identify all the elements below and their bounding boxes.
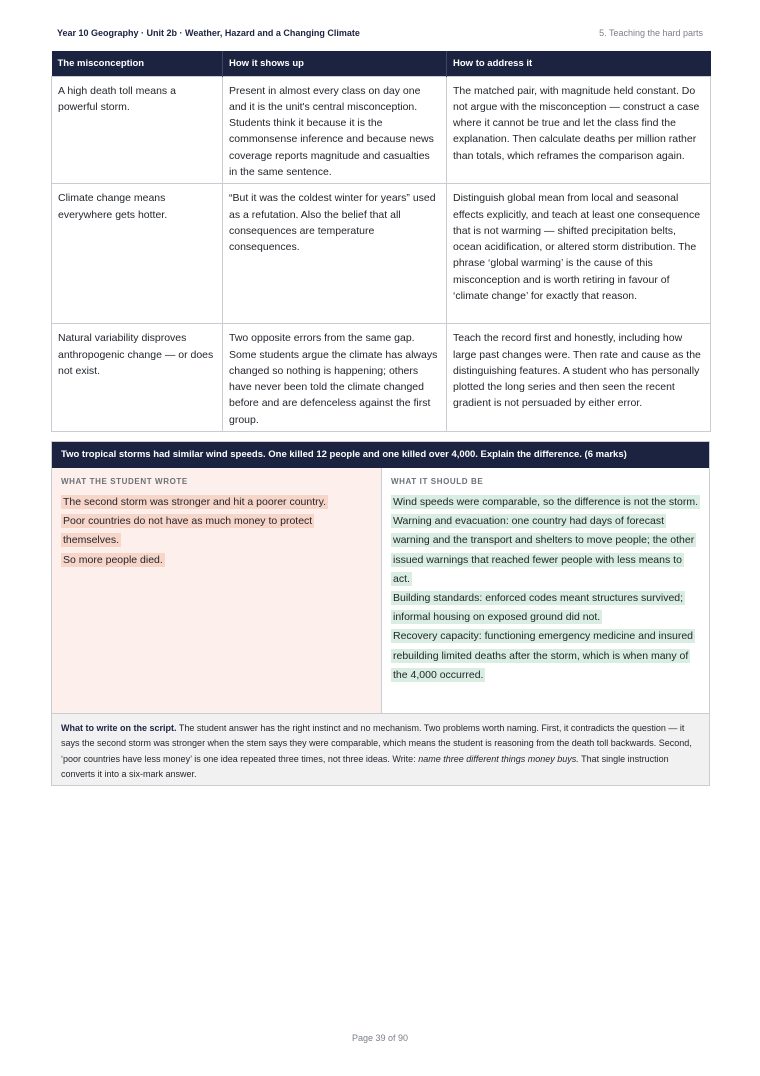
- highlight-strong: Wind speeds were comparable, so the difference is not the storm.: [393, 496, 699, 508]
- exam-question: Two tropical storms had similar wind speeds. One killed 12 people and one killed over 4,000. Explain the difference. (6 marks): [52, 442, 709, 468]
- address-cell: The matched pair, with magnitude held constant. Do not argue with the misconception — construct a case where it cannot be true and let the class find the explanation. Then calculate deaths per million rather than totals, which reframes the comparison again.: [447, 76, 711, 184]
- section-title: 5. Teaching the hard parts: [599, 28, 703, 38]
- model-line: [391, 512, 703, 589]
- model-answer-heading: WHAT IT SHOULD BE: [391, 477, 484, 486]
- exam-question-box: [51, 441, 710, 786]
- student-line: [61, 551, 372, 570]
- highlight-weak: Poor countries do not have as much money to protect themselves.: [63, 515, 313, 547]
- marking-note-body: The student answer has the right instinct and no mechanism. Two problems worth naming. First, it contradicts the question — it says the second storm was stronger when the stem says they were comparable, which means the student is reasoning from the death toll backwards. Second, ‘poor countries have less money’ is one idea repeated three times, not three ideas. Write:: [61, 723, 692, 764]
- highlight-strong: Building standards: enforced codes meant structures survived; informal housing on exposed ground did not.: [393, 592, 684, 624]
- shows-up-cell: “But it was the coldest winter for years” used as a refutation. Also the belief that all consequences are temperature consequences.: [223, 184, 447, 324]
- model-answer-panel: [382, 468, 709, 713]
- model-line: [391, 589, 703, 627]
- table-header-row: [52, 51, 711, 76]
- table-row: [52, 324, 711, 432]
- column-header-misconception: The misconception: [52, 51, 223, 76]
- table-row: [52, 76, 711, 184]
- model-answer-text: [391, 493, 703, 685]
- page-number: Page 39 of 90: [351, 1033, 409, 1043]
- highlight-weak: So more people died.: [63, 553, 163, 566]
- model-line: [391, 627, 703, 685]
- student-answer-panel: [52, 468, 382, 713]
- shows-up-cell: Present in almost every class on day one and it is the unit's central misconception. Students think it because it is the commonsense inference and because news coverage reports magnitude and casualties in the same sentence.: [223, 76, 447, 184]
- model-line: [391, 493, 703, 512]
- address-cell: Distinguish global mean from local and seasonal effects explicitly, and teach at least one consequence that is not warming — shifted precipitation belts, ocean acidification, or altered storm distribution. The phrase ‘global warming’ is the cause of this misconception and is worth retiring in favour of ‘climate change’ for exactly that reason.: [447, 184, 711, 324]
- student-line: [61, 493, 372, 512]
- marking-note-lead: What to write on the script.: [61, 723, 177, 733]
- misconception-cell: Natural variability disproves anthropogenic change — or does not exist.: [52, 324, 223, 432]
- marking-note: [52, 713, 709, 785]
- highlight-strong: Recovery capacity: functioning emergency medicine and insured rebuilding limited deaths after the storm, which is when many of the 4,000 occurred.: [393, 630, 693, 681]
- misconception-cell: Climate change means everywhere gets hotter.: [52, 184, 223, 324]
- document-title: Year 10 Geography · Unit 2b · Weather, Hazard and a Changing Climate: [57, 28, 360, 38]
- answer-comparison: [52, 468, 709, 713]
- highlight-weak: The second storm was stronger and hit a poorer country.: [63, 496, 327, 508]
- misconceptions-table: [51, 51, 711, 432]
- student-answer-heading: WHAT THE STUDENT WROTE: [61, 477, 188, 486]
- table-row: [52, 184, 711, 324]
- address-cell: Teach the record first and honestly, including how large past changes were. Then rate and cause as the distinguishing features. A student who has personally plotted the long series and then seen the recent gradient is not persuaded by either error.: [447, 324, 711, 432]
- marking-note-instruction: name three different things money buys.: [418, 753, 579, 764]
- column-header-shows-up: How it shows up: [223, 51, 447, 76]
- student-answer-text: [61, 493, 372, 570]
- misconception-cell: A high death toll means a powerful storm.: [52, 76, 223, 184]
- student-line: [61, 512, 372, 550]
- page-header: [57, 28, 703, 42]
- marking-note-tail: That single instruction converts it into a six-mark answer.: [61, 753, 669, 780]
- shows-up-cell: Two opposite errors from the same gap. Some students argue the climate has always changed so nothing is happening; others have never been told the climate changed before and are defenceless against the first group.: [223, 324, 447, 432]
- highlight-strong: Warning and evacuation: one country had days of forecast warning and the transport and shelters to move people; the other issued warnings that reached fewer people with less means to act.: [393, 515, 695, 585]
- column-header-address: How to address it: [447, 51, 711, 76]
